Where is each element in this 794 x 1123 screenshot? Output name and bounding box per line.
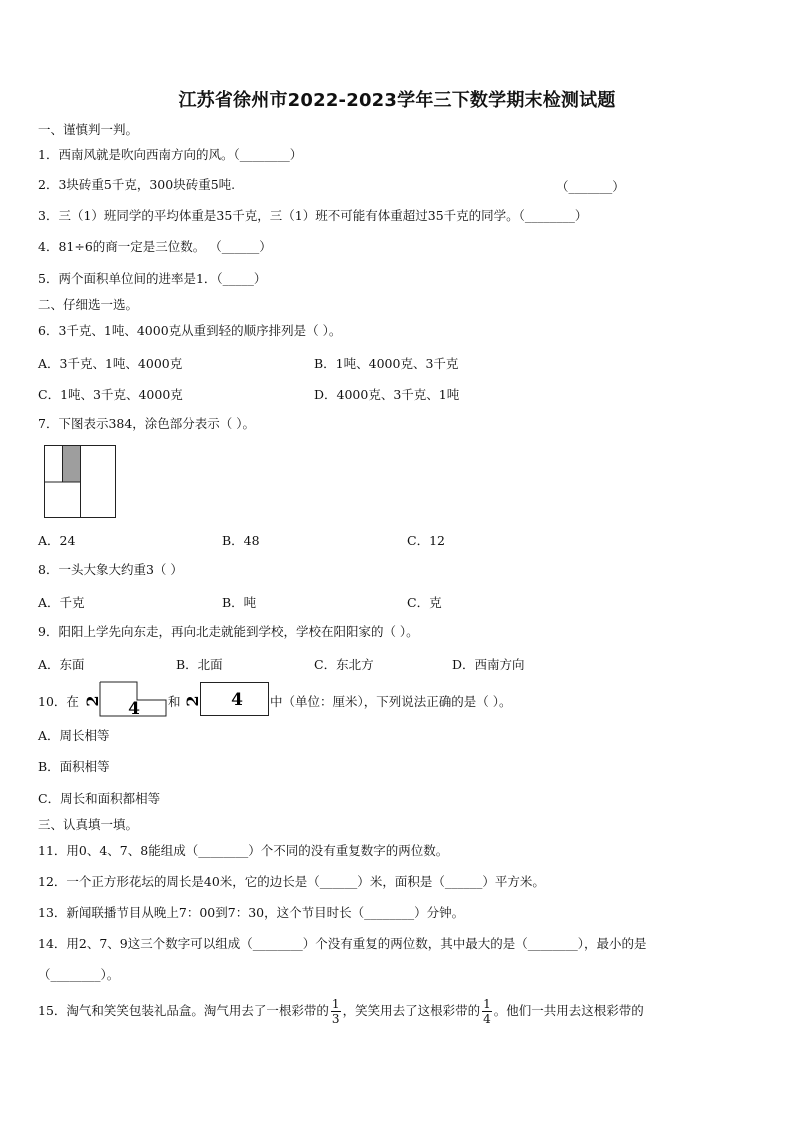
q7-option-c: C．12 bbox=[407, 533, 445, 548]
q6-option-c: C．1吨、3千克、4000克 bbox=[38, 387, 183, 402]
q8-option-c: C．克 bbox=[407, 595, 442, 610]
question-14: 14．用2、7、9这三个数字可以组成（________）个没有重复的两位数，其中最大的是（________），最小的是 bbox=[38, 936, 647, 951]
q15-fraction-one-third bbox=[331, 997, 341, 1026]
q8-option-b: B．吨 bbox=[222, 595, 257, 610]
q15-fraction-one-quarter bbox=[482, 997, 492, 1026]
q9-option-a: A．东面 bbox=[38, 657, 85, 672]
q9-option-c: C．东北方 bbox=[314, 657, 374, 672]
question-11: 11．用0、4、7、8能组成（________）个不同的没有重复数字的两位数。 bbox=[38, 843, 449, 858]
q10-fig1-height-label: 2 bbox=[83, 695, 102, 707]
q10-option-a: A．周长相等 bbox=[38, 728, 110, 743]
section-heading-fill: 三、认真填一填。 bbox=[38, 817, 139, 832]
q10-option-c: C．周长和面积都相等 bbox=[38, 791, 161, 806]
question-4: 4．81÷6的商一定是三位数。 （______） bbox=[38, 239, 272, 254]
question-5: 5．两个面积单位间的进率是1．（_____） bbox=[38, 271, 267, 286]
q15-text-part1: 15．淘气和笑笑包装礼品盒。淘气用去了一根彩带的 bbox=[38, 1003, 329, 1018]
q15-frac2-numerator: 1 bbox=[483, 997, 491, 1011]
q9-option-d: D．西南方向 bbox=[452, 657, 525, 672]
q7-option-b: B．48 bbox=[222, 533, 260, 548]
question-12: 12．一个正方形花坛的周长是40米，它的边长是（______）米，面积是（______）平方米。 bbox=[38, 874, 545, 889]
q8-option-a: A．千克 bbox=[38, 595, 85, 610]
question-2: 2．3块砖重5千克，300块砖重5吨. bbox=[38, 177, 236, 192]
question-6: 6．3千克、1吨、4000克从重到轻的顺序排列是（ ）。 bbox=[38, 323, 342, 338]
q10-fig2-height-label: 2 bbox=[183, 695, 202, 707]
q15-frac1-denominator: 3 bbox=[331, 1012, 340, 1026]
q10-option-b: B．面积相等 bbox=[38, 759, 110, 774]
question-1: 1．西南风就是吹向西南方向的风。（________） bbox=[38, 147, 303, 162]
question-8: 8．一头大象大约重3（ ） bbox=[38, 562, 183, 577]
question-3: 3．三（1）班同学的平均体重是35千克，三（1）班不可能有体重超过35千克的同学。（________） bbox=[38, 208, 588, 223]
q15-text-part3: 。他们一共用去这根彩带的 bbox=[493, 1003, 644, 1018]
question-14-continued: （________）。 bbox=[38, 967, 120, 982]
question-10-prefix: 10．在 bbox=[38, 694, 79, 709]
page-title: 江苏省徐州市2022-2023学年三下数学期末检测试题 bbox=[178, 90, 616, 111]
q15-text-part2: ，笑笑用去了这根彩带的 bbox=[342, 1003, 481, 1018]
q6-option-b: B．1吨、4000克、3千克 bbox=[314, 356, 459, 371]
section-heading-judge: 一、谨慎判一判。 bbox=[38, 122, 139, 137]
q10-fig1-width-label: 4 bbox=[128, 699, 140, 718]
q10-figure-rectangle bbox=[182, 680, 272, 718]
q7-option-a: A．24 bbox=[38, 533, 76, 548]
q10-fig2-width-label: 4 bbox=[231, 690, 243, 710]
q9-option-b: B．北面 bbox=[176, 657, 223, 672]
question-10-and: 和 bbox=[168, 694, 181, 709]
question-2-answer-bracket: （_______） bbox=[556, 179, 625, 194]
question-9: 9．阳阳上学先向东走，再向北走就能到学校，学校在阳阳家的（ ）。 bbox=[38, 624, 419, 639]
q10-figure-notched-rectangle bbox=[82, 680, 168, 718]
question-7: 7．下图表示384，涂色部分表示（ ）。 bbox=[38, 416, 256, 431]
q7-shaded-cell bbox=[63, 446, 81, 483]
q7-shaded-grid-figure bbox=[44, 445, 118, 519]
q15-frac1-numerator: 1 bbox=[331, 997, 340, 1011]
q6-option-a: A．3千克、1吨、4000克 bbox=[38, 356, 183, 371]
q6-option-d: D．4000克、3千克、1吨 bbox=[314, 387, 460, 402]
question-10-suffix: 中（单位：厘米），下列说法正确的是（ ）。 bbox=[270, 694, 512, 709]
question-13: 13．新闻联播节目从晚上7：00到7：30，这个节目时长（________）分钟。 bbox=[38, 905, 465, 920]
q15-frac2-denominator: 4 bbox=[483, 1012, 491, 1026]
question-15 bbox=[38, 997, 644, 1026]
section-heading-choose: 二、仔细选一选。 bbox=[38, 297, 139, 312]
